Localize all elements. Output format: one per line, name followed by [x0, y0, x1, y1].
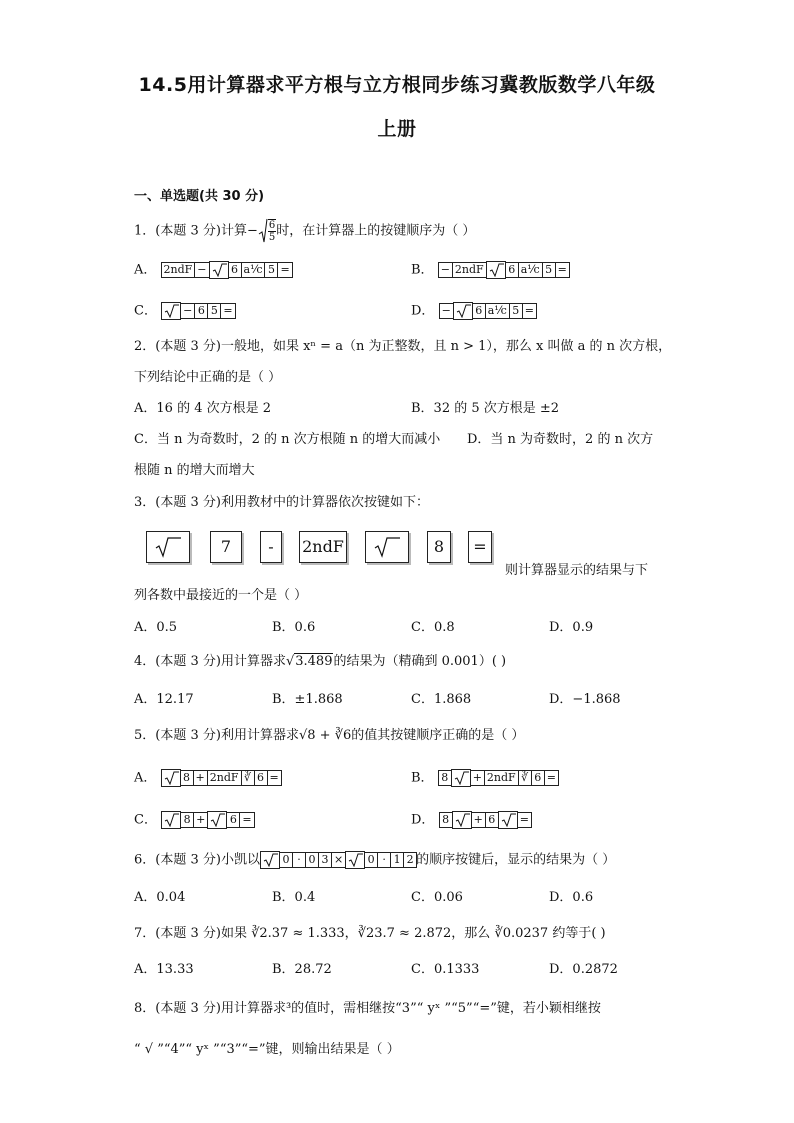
option-label: C．: [134, 812, 157, 828]
key-sqrt-icon: [498, 811, 518, 829]
key-sqrt-icon: [260, 851, 280, 869]
sqrt-sign-icon: [258, 218, 268, 244]
key-sqrt-icon: [161, 811, 181, 829]
q6-stem: [134, 851, 615, 870]
key-6: 6: [228, 262, 242, 278]
key-0: 0: [305, 852, 319, 868]
key-sqrt-icon: [452, 811, 472, 829]
q2-stem-line1: 2．(本题 3 分)一般地，如果 xⁿ = a（n 为正整数，且 n > 1），那么 x 叫做 a 的 n 次方根，: [134, 339, 672, 354]
key-dot: ·: [377, 852, 391, 868]
q2-option-a[interactable]: A．16 的 4 次方根是 2: [134, 401, 272, 416]
key-minus: −: [194, 262, 209, 278]
key-minus: −: [439, 303, 454, 319]
big-key-7: 7: [210, 531, 242, 563]
key-sqrt-icon: [451, 769, 471, 787]
q6-option-a[interactable]: A．0.04: [134, 890, 186, 905]
q5-option-c[interactable]: [134, 811, 254, 830]
q5-option-b[interactable]: [411, 769, 558, 788]
key-ab-c: a⅟c: [518, 262, 543, 278]
key-8: 8: [438, 770, 452, 786]
key-sqrt-icon: [207, 811, 227, 829]
key-equals: =: [277, 262, 292, 278]
q5-stem: [134, 727, 524, 745]
key-equals: =: [544, 770, 559, 786]
key-sqrt-icon: [486, 261, 506, 279]
q1-option-a[interactable]: [134, 261, 292, 280]
key-2ndf: 2ndF: [161, 262, 196, 278]
q2-stem-line2: 下列结论中正确的是（ ）: [134, 370, 282, 385]
key-8: 8: [180, 812, 194, 828]
q6-option-b[interactable]: B．0.4: [272, 890, 316, 905]
key-5: 5: [542, 262, 556, 278]
q2-option-d-cont: 根随 n 的增大而增大: [134, 463, 255, 478]
doc-title-line2: 上册: [377, 118, 417, 140]
q7-option-c[interactable]: C．0.1333: [411, 962, 480, 977]
key-ab-c: a⅟c: [485, 303, 510, 319]
q6-stem-a: 6．(本题 3 分)小凯以: [134, 852, 260, 868]
key-plus: +: [471, 812, 486, 828]
sqrt-key-icon: [153, 536, 183, 558]
q1-fraction: [268, 219, 276, 243]
q1-frac-num: 6: [268, 220, 276, 231]
key-3: 3: [318, 852, 332, 868]
key-2: 2: [403, 852, 417, 868]
q4-option-d[interactable]: D．−1.868: [549, 692, 621, 707]
key-plus: +: [193, 770, 208, 786]
key-sqrt-icon: [161, 769, 181, 787]
q1-option-c[interactable]: [134, 302, 235, 321]
option-label: D．: [411, 303, 435, 319]
option-label: C．: [134, 303, 157, 319]
key-plus: +: [470, 770, 485, 786]
key-0: 0: [364, 852, 378, 868]
key-equals: =: [220, 303, 235, 319]
q7-option-b[interactable]: B．28.72: [272, 962, 332, 977]
q7-option-a[interactable]: A．13.33: [134, 962, 194, 977]
q6-option-d[interactable]: D．0.6: [549, 890, 594, 905]
key-equals: =: [522, 303, 537, 319]
q7-stem: 7．(本题 3 分)如果 ∛2.37 ≈ 1.333，∛23.7 ≈ 2.872，那么 ∛0.0237 约等于( ): [134, 926, 606, 941]
q4-radical: √3.489: [285, 654, 333, 669]
q6-stem-b: 的顺序按键后，显示的结果为（ ）: [416, 852, 616, 868]
q4-stem: [134, 653, 506, 671]
q5-option-d[interactable]: [411, 811, 531, 830]
q1-stem-b: 时，在计算器上的按键顺序为（ ）: [276, 223, 476, 239]
big-key-sqrt-2: [365, 531, 409, 563]
key-8: 8: [180, 770, 194, 786]
q1-stem-a: 1．(本题 3 分)计算: [134, 223, 247, 239]
q4-option-c[interactable]: C．1.868: [411, 692, 472, 707]
key-cube-root: ∛: [518, 770, 532, 786]
option-label: A．: [134, 262, 157, 278]
sqrt-key-icon: [372, 536, 402, 558]
key-sqrt-icon: [453, 302, 473, 320]
key-6: 6: [485, 812, 499, 828]
big-key-equals: =: [468, 531, 492, 563]
key-times: ×: [331, 852, 346, 868]
key-2ndf: 2ndF: [207, 770, 242, 786]
q8-stem-line1: 8．(本题 3 分)用计算器求³的值时，需相继按“3”“ yˣ ”“5”“=”键，若小颖相继按: [134, 1001, 601, 1016]
q4-stem-b: 的结果为（精确到 0.001）( ): [333, 654, 507, 669]
key-5: 5: [264, 262, 278, 278]
key-5: 5: [509, 303, 523, 319]
q8-stem-line2: “ √ ”“4”“ yˣ ”“3”“=”键，则输出结果是（ ）: [134, 1042, 400, 1057]
doc-title-line1: 14.5用计算器求平方根与立方根同步练习冀教版数学八年级: [138, 74, 656, 96]
key-0: 0: [279, 852, 293, 868]
key-6: 6: [472, 303, 486, 319]
key-2ndf: 2ndF: [452, 262, 487, 278]
key-6: 6: [254, 770, 268, 786]
key-ab-c: a⅟c: [241, 262, 266, 278]
key-sqrt-icon: [345, 851, 365, 869]
q6-option-c[interactable]: C．0.06: [411, 890, 463, 905]
key-equals: =: [267, 770, 282, 786]
key-minus: −: [438, 262, 453, 278]
key-minus: −: [180, 303, 195, 319]
key-plus: +: [193, 812, 208, 828]
q4-option-b[interactable]: B．±1.868: [272, 692, 343, 707]
key-1: 1: [390, 852, 404, 868]
key-equals: =: [555, 262, 570, 278]
q3-stem-line2: 列各数中最接近的一个是（ ）: [134, 588, 308, 603]
key-6: 6: [531, 770, 545, 786]
q7-option-d[interactable]: D．0.2872: [549, 962, 618, 977]
q3-option-a[interactable]: A．0.5: [134, 620, 178, 635]
big-key-8: 8: [427, 531, 451, 563]
key-sqrt-icon: [209, 261, 229, 279]
q1-frac-den: 5: [268, 232, 276, 243]
key-6: 6: [505, 262, 519, 278]
option-label: A．: [134, 770, 157, 786]
q5-expression: √8 + ∛6: [298, 728, 352, 743]
option-label: B．: [411, 770, 434, 786]
q2-option-c[interactable]: C．当 n 为奇数时，2 的 n 次方根随 n 的增大而减小: [134, 432, 441, 447]
q5-stem-a: 5．(本题 3 分)利用计算器求: [134, 728, 299, 743]
key-5: 5: [207, 303, 221, 319]
q1-stem: [134, 218, 475, 244]
key-sqrt-icon: [161, 302, 181, 320]
q1-minus: −: [246, 223, 258, 239]
q3-option-d[interactable]: D．0.9: [549, 620, 594, 635]
key-6: 6: [194, 303, 208, 319]
q2-option-b[interactable]: B．32 的 5 次方根是 ±2: [411, 401, 560, 416]
option-label: D．: [411, 812, 435, 828]
section-heading: 一、单选题(共 30 分): [134, 189, 265, 204]
q4-option-a[interactable]: A．12.17: [134, 692, 194, 707]
q1-option-d[interactable]: [411, 302, 536, 321]
key-8: 8: [439, 812, 453, 828]
q3-stem-line1: 3．(本题 3 分)利用教材中的计算器依次按键如下：: [134, 495, 429, 510]
q2-option-d[interactable]: D．当 n 为奇数时，2 的 n 次方: [467, 432, 654, 447]
q4-radicand: 3.489: [295, 654, 333, 669]
key-equals: =: [239, 812, 254, 828]
q3-option-c[interactable]: C．0.8: [411, 620, 455, 635]
q3-option-b[interactable]: B．0.6: [272, 620, 316, 635]
q1-option-b[interactable]: [411, 261, 569, 280]
big-key-sqrt: [146, 531, 190, 563]
key-equals: =: [517, 812, 532, 828]
option-label: B．: [411, 262, 434, 278]
key-cube-root: ∛: [241, 770, 255, 786]
key-dot: ·: [292, 852, 306, 868]
key-2ndf: 2ndF: [484, 770, 519, 786]
q5-option-a[interactable]: [134, 769, 281, 788]
key-6: 6: [226, 812, 240, 828]
q3-stem-tail: 则计算器显示的结果与下: [505, 563, 649, 578]
q5-stem-b: 的值其按键顺序正确的是（ ）: [351, 728, 525, 743]
q4-stem-a: 4．(本题 3 分)用计算器求: [134, 654, 286, 669]
big-key-minus: -: [260, 531, 282, 563]
big-key-2ndf: 2ndF: [299, 531, 347, 563]
